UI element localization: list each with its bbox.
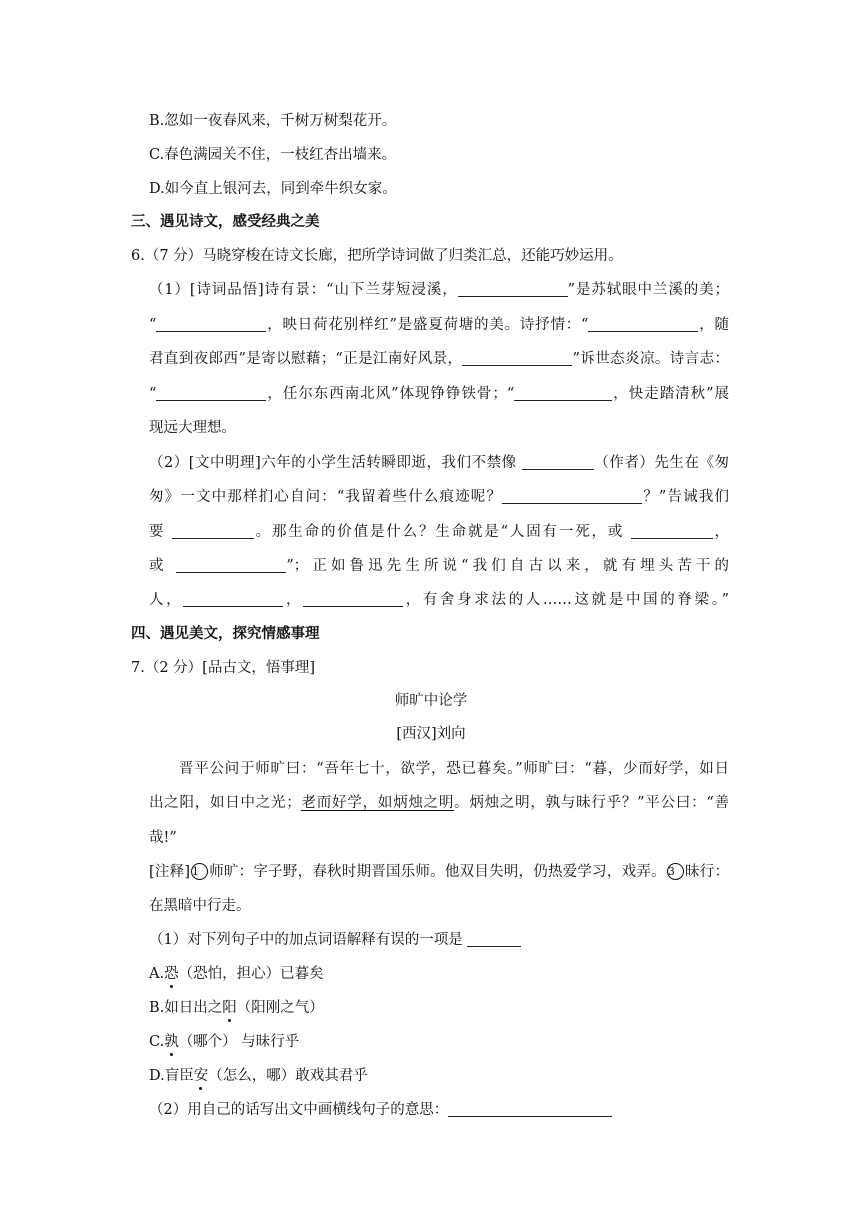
answer-blank[interactable] (458, 281, 568, 297)
q6-p2-text: 或 (149, 558, 177, 574)
q6-p1-line5: 现远大理想。 (149, 420, 236, 436)
q6-p2-text: ”；正如鲁迅先生所说“我们自古以来，就有埋头苦干的 (286, 558, 730, 574)
q6-p1-text: 君直到夜郎西”是寄以慰藉；“正是江南好风景， (149, 351, 463, 367)
q6-p1-text: ”诉世态炎凉。诗言志： (572, 351, 729, 367)
answer-blank[interactable] (514, 385, 612, 401)
q6-p2-text: ， (283, 592, 304, 608)
section-4-title: 四、遇见美文，探究情感事理 (131, 625, 320, 642)
q7-sub1 (149, 930, 521, 950)
q6-p1-text: （1）[诗词品悟]诗有景：“山下兰芽短浸溪， (149, 282, 458, 298)
passage-line2 (149, 793, 729, 813)
option-prefix: B.如日出之 (149, 1000, 223, 1016)
answer-blank[interactable] (522, 454, 594, 470)
q6-p2-text: （作者）先生在《匆 (593, 455, 729, 471)
option-text: （阳刚之气） (236, 1000, 324, 1016)
q6-p1-line4 (149, 384, 729, 404)
dotted-word: 安 (193, 1068, 209, 1084)
note-label: [注释] (149, 864, 190, 880)
q6-p1-text: ”是苏轼眼中兰溪的美； (567, 282, 729, 298)
q7-option-a (149, 964, 324, 984)
q6-p1-text: ，快走踏清秋”展 (612, 386, 730, 402)
answer-blank[interactable] (448, 1101, 612, 1117)
q6-stem: 6.（7 分）马晓穿梭在诗文长廊，把所学诗词做了归类汇总，还能巧妙运用。 (131, 248, 623, 264)
q6-p2-text: ？”告诫我们 (642, 489, 729, 505)
option-text: （哪个） 与昧行乎 (178, 1034, 300, 1050)
q6-p2-line1 (149, 453, 729, 473)
q6-p2-line2 (149, 487, 729, 507)
note-line2: 在黑暗中行走。 (149, 898, 251, 914)
q6-p1-line3 (149, 349, 729, 369)
note-text: 昧行： (684, 864, 729, 880)
option-prefix: D.盲臣 (149, 1068, 194, 1084)
passage-line1: 晋平公问于师旷曰：“吾年七十，欲学，恐已暮矣。”师旷曰：“暮，少而好学，如日 (179, 761, 729, 777)
q6-p1-text: “ (149, 386, 157, 402)
circled-number: 1 (191, 863, 208, 880)
circled-number: 3 (667, 863, 684, 880)
q6-p1-line2 (149, 315, 729, 335)
answer-blank[interactable] (502, 488, 642, 504)
dotted-word: 孰 (164, 1034, 179, 1050)
answer-blank[interactable] (176, 557, 286, 573)
answer-blank[interactable] (156, 316, 266, 332)
note-text: 师旷：字子野，春秋时期晋国乐师。他双目失明，仍热爱学习，戏弄。 (209, 864, 666, 880)
q7-option-d (149, 1066, 368, 1086)
q7-sub1-text: （1）对下列句子中的加点词语解释有误的一项是 (149, 932, 468, 948)
q6-p1-text: ，随 (698, 317, 729, 333)
passage-author: [西汉]刘向 (396, 726, 466, 742)
q7-sub2-text: （2）用自己的话写出文中画横线句子的意思： (149, 1102, 449, 1118)
answer-blank[interactable] (588, 316, 698, 332)
q7-option-b (149, 998, 324, 1018)
passage-line3: 哉!” (149, 830, 177, 846)
q6-p1-text: ，映日荷花别样红”是盛夏荷塘的美。诗抒情：“ (266, 317, 589, 333)
answer-blank[interactable] (467, 931, 521, 947)
q6-p2-text: ， (712, 524, 730, 540)
answer-blank[interactable] (631, 523, 713, 539)
passage-title: 师旷中论学 (394, 693, 468, 709)
underlined-sentence: 老而好学，如炳烛之明 (300, 795, 455, 811)
note-line1 (149, 862, 729, 882)
answer-blank[interactable] (172, 523, 254, 539)
q7-option-c (149, 1032, 299, 1052)
q6-p2-line3 (149, 522, 729, 542)
q6-p2-text: 匆》一文中那样扪心自问：“我留着些什么痕迹呢？ (149, 489, 503, 505)
option-prefix: A. (149, 966, 165, 982)
q6-p1-line1 (149, 280, 729, 300)
answer-blank[interactable] (303, 591, 403, 607)
q6-p2-text: 。那生命的价值是什么？生命就是“人固有一死，或 (253, 524, 631, 540)
dotted-word: 恐 (164, 966, 179, 982)
q6-p2-text: （2）[文中明理]六年的小学生活转瞬即逝，我们不禁像 (149, 455, 522, 471)
answer-blank[interactable] (462, 350, 572, 366)
option-text: （恐怕，担心）已暮矣 (178, 966, 324, 982)
q6-p2-text: 人， (149, 592, 184, 608)
q7-sub2 (149, 1100, 612, 1120)
answer-blank[interactable] (156, 385, 266, 401)
q7-stem: 7.（2 分）[品古文，悟事理] (131, 660, 315, 676)
option-text: （怎么，哪）敢戏其君乎 (208, 1068, 368, 1084)
q6-p2-text: ，有舍身求法的人……这就是中国的脊梁。” (403, 592, 730, 608)
passage-text: 出之阳，如日中之光； (149, 795, 301, 811)
q5-option-d: D.如今直上银河去，同到牵牛织女家。 (149, 181, 397, 197)
option-prefix: C. (149, 1034, 165, 1050)
q6-p2-line4 (149, 556, 729, 576)
q6-p2-text: 要 (149, 524, 172, 540)
answer-blank[interactable] (183, 591, 283, 607)
passage-text: 。炳烛之明，孰与昧行乎？”平公曰：“善 (454, 795, 730, 811)
q5-option-c: C.春色满园关不住，一枝红杏出墙来。 (149, 147, 397, 163)
q6-p1-text: “ (149, 317, 157, 333)
q6-p2-line5 (149, 590, 729, 610)
dotted-word: 阳 (222, 1000, 237, 1016)
q6-p1-text: ，任尔东西南北风”体现铮铮铁骨；“ (266, 386, 515, 402)
section-3-title: 三、遇见诗文，感受经典之美 (131, 213, 320, 230)
q5-option-b: B.忽如一夜春风来，千树万树梨花开。 (149, 113, 397, 129)
